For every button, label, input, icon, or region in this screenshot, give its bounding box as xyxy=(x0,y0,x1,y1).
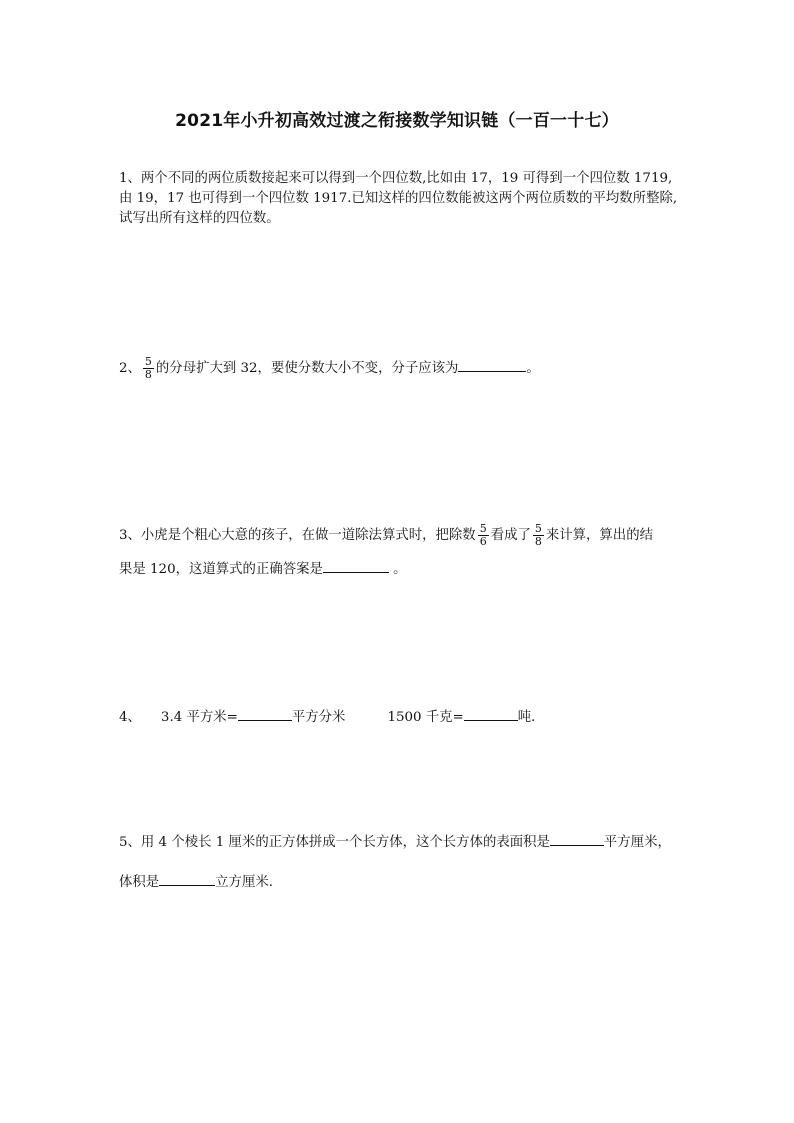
question-4-number: 4、 xyxy=(119,710,141,725)
page-title: 2021年小升初高效过渡之衔接数学知识链（一百一十七） xyxy=(175,111,619,131)
question-4-unit-2: 吨． xyxy=(517,710,545,725)
fraction-5-8 xyxy=(143,356,154,381)
answer-blank[interactable] xyxy=(159,873,215,886)
question-4-unit-1: 平方分米 xyxy=(291,710,346,725)
question-5-line-1: 5、用 4 个棱长 1 厘米的正方体拼成一个长方体，这个长方体的表面积是 xyxy=(119,835,550,850)
question-5-line-2: 体积是 xyxy=(119,875,160,890)
fraction-5-6 xyxy=(478,523,489,548)
answer-blank[interactable] xyxy=(323,560,389,573)
question-1 xyxy=(119,169,684,229)
question-1-line-1: 1、两个不同的两位质数接起来可以得到一个四位数,比如由 17，19 可得到一个四位数 1719, xyxy=(119,171,673,186)
question-4-part-1: 3.4 平方米= xyxy=(160,710,238,725)
question-4-part-2: 1500 千克= xyxy=(387,710,464,725)
question-3-text-3: 来计算，算出的结 xyxy=(545,528,653,543)
answer-blank[interactable] xyxy=(550,833,604,846)
fraction-denominator: 8 xyxy=(534,535,542,548)
fraction-numerator: 5 xyxy=(534,522,542,535)
answer-blank[interactable] xyxy=(464,708,518,721)
fraction-numerator: 5 xyxy=(479,522,487,535)
question-3-text-2: 看成了 xyxy=(490,528,531,543)
question-2-number: 2、 xyxy=(119,361,141,376)
question-1-line-3: 试写出所有这样的四位数。 xyxy=(119,211,280,226)
question-2-text: 的分母扩大到 32，要使分数大小不变，分子应该为 xyxy=(155,361,459,376)
fraction-denominator: 8 xyxy=(144,368,152,381)
question-1-line-2: 由 19，17 也可得到一个四位数 1917.已知这样的四位数能被这两个两位质数的平均数所整除, xyxy=(119,191,678,206)
question-3-line-2: 果是 120，这道算式的正确答案是 xyxy=(119,562,323,577)
answer-blank[interactable] xyxy=(458,359,526,372)
answer-blank[interactable] xyxy=(238,708,292,721)
question-3 xyxy=(119,522,684,580)
question-5 xyxy=(119,833,684,893)
fraction-5-8 xyxy=(533,523,544,548)
question-3-text-1: 3、小虎是个粗心大意的孩子，在做一道除法算式时，把除数 xyxy=(119,528,476,543)
question-2-end: 。 xyxy=(526,361,540,376)
fraction-denominator: 6 xyxy=(479,535,487,548)
question-3-end: 。 xyxy=(388,562,407,577)
question-4 xyxy=(119,708,684,728)
fraction-numerator: 5 xyxy=(144,355,152,368)
question-5-unit-1: 平方厘米， xyxy=(603,835,671,850)
question-5-unit-2: 立方厘米． xyxy=(215,875,283,890)
question-2 xyxy=(119,356,684,381)
